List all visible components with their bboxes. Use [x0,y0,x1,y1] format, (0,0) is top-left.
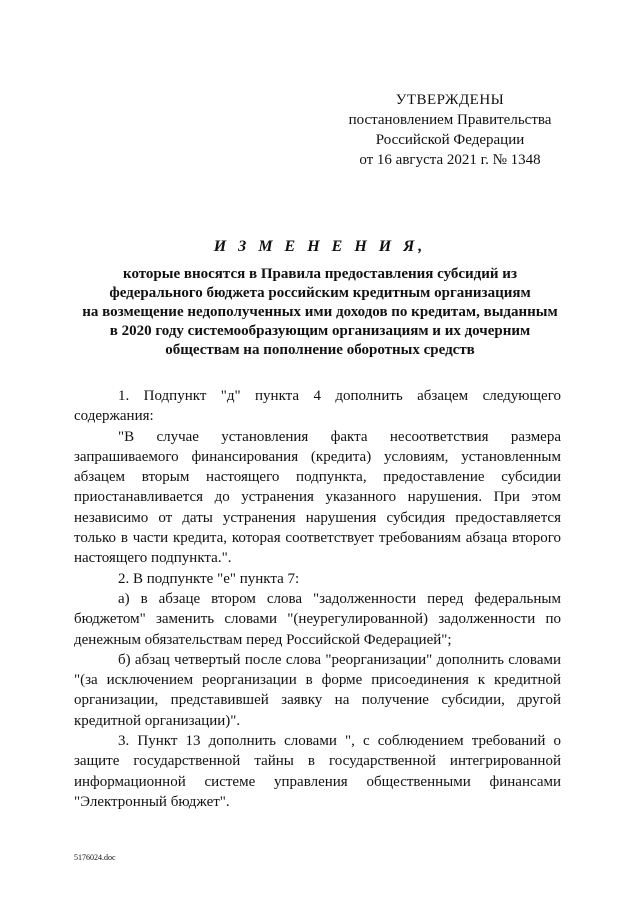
subtitle-line: которые вносятся в Правила предоставления субсидий из [123,266,517,282]
subtitle-line: обществам на пополнение оборотных средств [165,342,475,358]
title-block [60,238,580,360]
subtitle-line: в 2020 году системообразующим организациям и их дочерним [109,323,531,339]
subtitle-line: федерального бюджета российским кредитным организациям [109,285,531,301]
approval-line-3: от 16 августа 2021 г. № 1348 [359,152,541,168]
approval-title: УТВЕРЖДЕНЫ [395,92,505,108]
approval-line-2: Российской Федерации [375,132,525,148]
paragraph-item-3: 3. Пункт 13 дополнить словами ", с соблюдением требований о защите государственной тайны в государственной интегрированной информационной системе управления общественными финансами "Электронный бюджет". [74,733,561,810]
paragraph-item-1: 1. Подпункт "д" пункта 4 дополнить абзацем следующего содержания: [74,388,561,425]
approval-block [330,90,570,170]
approval-line-1: постановлением Правительства [348,112,552,128]
paragraph-subitem-b: б) абзац четвертый после слова "реорганизации" дополнить словами "(за исключением реорганизации в форме присоединения к кредитной организации, представившей заявку на получение субсидии, другой кредитной организации)". [74,651,561,729]
footer-filename: 5176024.doc [74,853,116,862]
document-title: И З М Е Н Е Н И Я, [213,238,427,255]
document-body [74,386,561,812]
paragraph-item-2: 2. В подпункте "е" пункта 7: [118,570,300,587]
paragraph-subitem-a: а) в абзаце втором слова "задолженности перед федеральным бюджетом" заменить словами "(неурегулированной) задолженности по денежным обязательствам перед Российской Федерацией"; [74,590,561,648]
paragraph-quote: "В случае установления факта несоответствия размера запрашиваемого финансирования (кредита) условиям, установленным абзацем вторым настоящего подпункта, предоставление субсидии приостанавливается до устранения указанного нарушения. При этом независимо от даты устранения нарушения субсидия предоставляется только в части кредита, которая соответствует требованиям абзаца второго настоящего подпункта.". [74,428,561,567]
subtitle-line: на возмещение недополученных ими доходов по кредитам, выданным [82,304,558,320]
document-subtitle [60,265,580,360]
